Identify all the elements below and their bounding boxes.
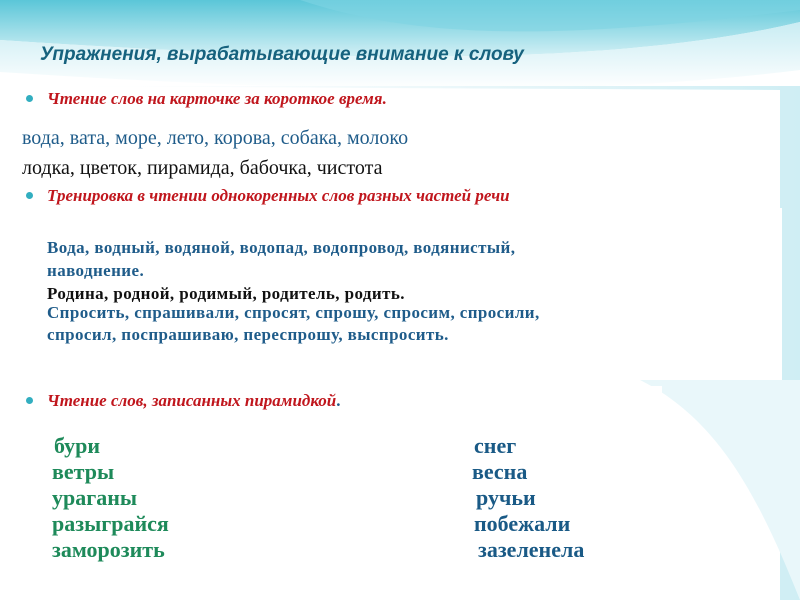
pyramid-right-word-5: зазеленела (478, 537, 585, 562)
section3-heading (26, 391, 341, 411)
section2-line-4: Спросить, спрашивали, спросят, спрошу, спросим, спросили, (47, 303, 540, 322)
section1-line-1: вода, вата, море, лето, корова, собака, молоко (22, 127, 409, 149)
pyramid-left-word-1: бури (54, 433, 101, 458)
bullet-icon (26, 192, 33, 199)
section2-heading (26, 186, 510, 206)
section1-heading-text: Чтение слов на карточке за короткое время. (47, 89, 387, 108)
pyramid-right-word-4: побежали (474, 511, 571, 536)
bullet-icon (26, 397, 33, 404)
pyramid-right-word-2: весна (472, 459, 528, 484)
pyramid-left-word-3: ураганы (52, 485, 138, 510)
section1-heading (26, 89, 387, 109)
section1-line-2: лодка, цветок, пирамида, бабочка, чистота (22, 157, 383, 179)
section3-heading-period: . (336, 391, 341, 410)
section2-line-3: Родина, родной, родимый, родитель, родить. (47, 284, 405, 303)
bullet-icon (26, 95, 33, 102)
page-title: Упражнения, вырабатывающие внимание к слову (40, 44, 524, 65)
section2-line-1: Вода, водный, водяной, водопад, водопровод, водянистый, (47, 238, 516, 257)
section2-line-5: спросил, поспрашиваю, переспрошу, выспросить. (47, 325, 449, 344)
section2-line-2: наводнение. (47, 261, 145, 280)
section2-heading-text: Тренировка в чтении однокоренных слов разных частей речи (47, 186, 510, 205)
pyramid-right-word-3: ручьи (476, 485, 536, 510)
pyramid-left-word-4: разыграйся (52, 511, 169, 536)
pyramid-right-word-1: снег (474, 433, 517, 458)
section3-heading-text: Чтение слов, записанных пирамидкой (47, 391, 337, 410)
pyramid-left-word-2: ветры (52, 459, 115, 484)
pyramid-left-word-5: заморозить (52, 537, 165, 562)
